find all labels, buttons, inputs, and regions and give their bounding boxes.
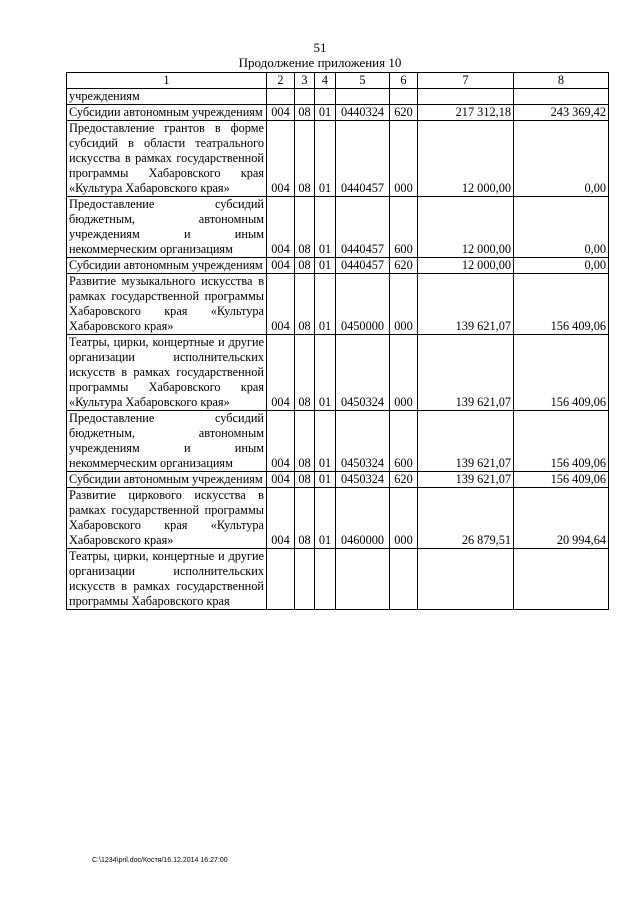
cell-target-article: 0440324 bbox=[336, 105, 390, 121]
cell-target-article: 0440457 bbox=[336, 258, 390, 274]
cell-section: 08 bbox=[295, 121, 315, 197]
col-header-8: 8 bbox=[514, 73, 609, 89]
cell-expense-type: 620 bbox=[390, 105, 418, 121]
cell-expense-type: 000 bbox=[390, 121, 418, 197]
cell-amount-1: 139 621,07 bbox=[418, 274, 514, 335]
budget-table bbox=[66, 72, 609, 610]
cell-amount-1: 139 621,07 bbox=[418, 472, 514, 488]
table-row bbox=[67, 488, 609, 549]
row-name: Предоставление грантов в форме субсидий в области театрального искусства в рамках государственной программы Хабаровского края «Культура Хабаровского края» bbox=[67, 121, 267, 197]
cell-amount-1: 139 621,07 bbox=[418, 335, 514, 411]
cell-expense-type bbox=[390, 89, 418, 105]
cell-amount-2: 20 994,64 bbox=[514, 488, 609, 549]
cell-amount-2 bbox=[514, 89, 609, 105]
cell-amount-2: 156 409,06 bbox=[514, 411, 609, 472]
cell-section: 08 bbox=[295, 411, 315, 472]
table-row bbox=[67, 105, 609, 121]
row-name: Субсидии автономным учреждениям bbox=[67, 258, 267, 274]
cell-subsection: 01 bbox=[315, 335, 336, 411]
cell-amount-2: 0,00 bbox=[514, 258, 609, 274]
cell-amount-1: 139 621,07 bbox=[418, 411, 514, 472]
row-name: Развитие музыкального искусства в рамках государственной программы Хабаровского края «Культура Хабаровского края» bbox=[67, 274, 267, 335]
cell-expense-type: 000 bbox=[390, 274, 418, 335]
cell-amount-2: 156 409,06 bbox=[514, 274, 609, 335]
cell-target-article: 0450324 bbox=[336, 335, 390, 411]
table-row bbox=[67, 258, 609, 274]
cell-amount-2: 156 409,06 bbox=[514, 472, 609, 488]
cell-subsection: 01 bbox=[315, 258, 336, 274]
cell-amount-1: 12 000,00 bbox=[418, 121, 514, 197]
cell-section: 08 bbox=[295, 335, 315, 411]
table-row bbox=[67, 472, 609, 488]
cell-target-article bbox=[336, 549, 390, 610]
row-name: Субсидии автономным учреждениям bbox=[67, 105, 267, 121]
col-header-4: 4 bbox=[315, 73, 336, 89]
cell-subsection: 01 bbox=[315, 105, 336, 121]
col-header-6: 6 bbox=[390, 73, 418, 89]
table-row bbox=[67, 549, 609, 610]
cell-ministry: 004 bbox=[267, 258, 295, 274]
cell-target-article: 0450000 bbox=[336, 274, 390, 335]
cell-section: 08 bbox=[295, 488, 315, 549]
cell-subsection bbox=[315, 89, 336, 105]
cell-amount-1: 217 312,18 bbox=[418, 105, 514, 121]
cell-amount-2 bbox=[514, 549, 609, 610]
col-header-2: 2 bbox=[267, 73, 295, 89]
table-row bbox=[67, 121, 609, 197]
table-row bbox=[67, 274, 609, 335]
cell-amount-1 bbox=[418, 549, 514, 610]
table-row bbox=[67, 411, 609, 472]
cell-expense-type: 620 bbox=[390, 258, 418, 274]
cell-ministry: 004 bbox=[267, 274, 295, 335]
page-number: 51 bbox=[313, 40, 327, 55]
cell-target-article: 0440457 bbox=[336, 121, 390, 197]
cell-target-article: 0450324 bbox=[336, 472, 390, 488]
col-header-1: 1 bbox=[67, 73, 267, 89]
row-name: Субсидии автономным учреждениям bbox=[67, 472, 267, 488]
col-header-5: 5 bbox=[336, 73, 390, 89]
file-path-footer: C:\1234\pril.doc/Костя/16.12.2014 16:27:00 bbox=[92, 857, 228, 864]
cell-target-article: 0450324 bbox=[336, 411, 390, 472]
cell-amount-2: 156 409,06 bbox=[514, 335, 609, 411]
cell-expense-type bbox=[390, 549, 418, 610]
row-name: Предоставление субсидий бюджетным, автономным учреждениям и иным некоммерческим организациям bbox=[67, 197, 267, 258]
cell-amount-1: 12 000,00 bbox=[418, 197, 514, 258]
cell-target-article: 0460000 bbox=[336, 488, 390, 549]
cell-ministry bbox=[267, 549, 295, 610]
cell-section: 08 bbox=[295, 274, 315, 335]
cell-subsection: 01 bbox=[315, 121, 336, 197]
cell-amount-1 bbox=[418, 89, 514, 105]
cell-ministry: 004 bbox=[267, 488, 295, 549]
cell-amount-2: 0,00 bbox=[514, 197, 609, 258]
cell-expense-type: 600 bbox=[390, 197, 418, 258]
cell-ministry: 004 bbox=[267, 472, 295, 488]
cell-ministry bbox=[267, 89, 295, 105]
col-header-3: 3 bbox=[295, 73, 315, 89]
cell-amount-1: 26 879,51 bbox=[418, 488, 514, 549]
cell-section bbox=[295, 549, 315, 610]
cell-section: 08 bbox=[295, 472, 315, 488]
table-row bbox=[67, 197, 609, 258]
cell-subsection: 01 bbox=[315, 411, 336, 472]
row-name: Театры, цирки, концертные и другие организации исполнительских искусств в рамках государственной программы Хабаровского края «Культура Хабаровского края» bbox=[67, 335, 267, 411]
table-header-row bbox=[67, 73, 609, 89]
cell-subsection: 01 bbox=[315, 472, 336, 488]
col-header-7: 7 bbox=[418, 73, 514, 89]
cell-subsection: 01 bbox=[315, 197, 336, 258]
cell-ministry: 004 bbox=[267, 335, 295, 411]
row-name: Театры, цирки, концертные и другие организации исполнительских искусств в рамках государственной программы Хабаровского края bbox=[67, 549, 267, 610]
cell-expense-type: 600 bbox=[390, 411, 418, 472]
cell-section bbox=[295, 89, 315, 105]
cell-ministry: 004 bbox=[267, 197, 295, 258]
cell-section: 08 bbox=[295, 105, 315, 121]
row-name: учреждениям bbox=[67, 89, 267, 105]
cell-ministry: 004 bbox=[267, 411, 295, 472]
cell-amount-2: 243 369,42 bbox=[514, 105, 609, 121]
row-name: Развитие циркового искусства в рамках государственной программы Хабаровского края «Культура Хабаровского края» bbox=[67, 488, 267, 549]
cell-expense-type: 000 bbox=[390, 488, 418, 549]
appendix-continuation-title: Продолжение приложения 10 bbox=[238, 55, 402, 70]
cell-amount-2: 0,00 bbox=[514, 121, 609, 197]
cell-expense-type: 000 bbox=[390, 335, 418, 411]
cell-amount-1: 12 000,00 bbox=[418, 258, 514, 274]
row-name: Предоставление субсидий бюджетным, автономным учреждениям и иным некоммерческим организациям bbox=[67, 411, 267, 472]
cell-section: 08 bbox=[295, 197, 315, 258]
table-row bbox=[67, 335, 609, 411]
cell-expense-type: 620 bbox=[390, 472, 418, 488]
table-row bbox=[67, 89, 609, 105]
cell-section: 08 bbox=[295, 258, 315, 274]
cell-ministry: 004 bbox=[267, 105, 295, 121]
cell-ministry: 004 bbox=[267, 121, 295, 197]
cell-subsection bbox=[315, 549, 336, 610]
cell-subsection: 01 bbox=[315, 488, 336, 549]
cell-target-article bbox=[336, 89, 390, 105]
cell-subsection: 01 bbox=[315, 274, 336, 335]
cell-target-article: 0440457 bbox=[336, 197, 390, 258]
